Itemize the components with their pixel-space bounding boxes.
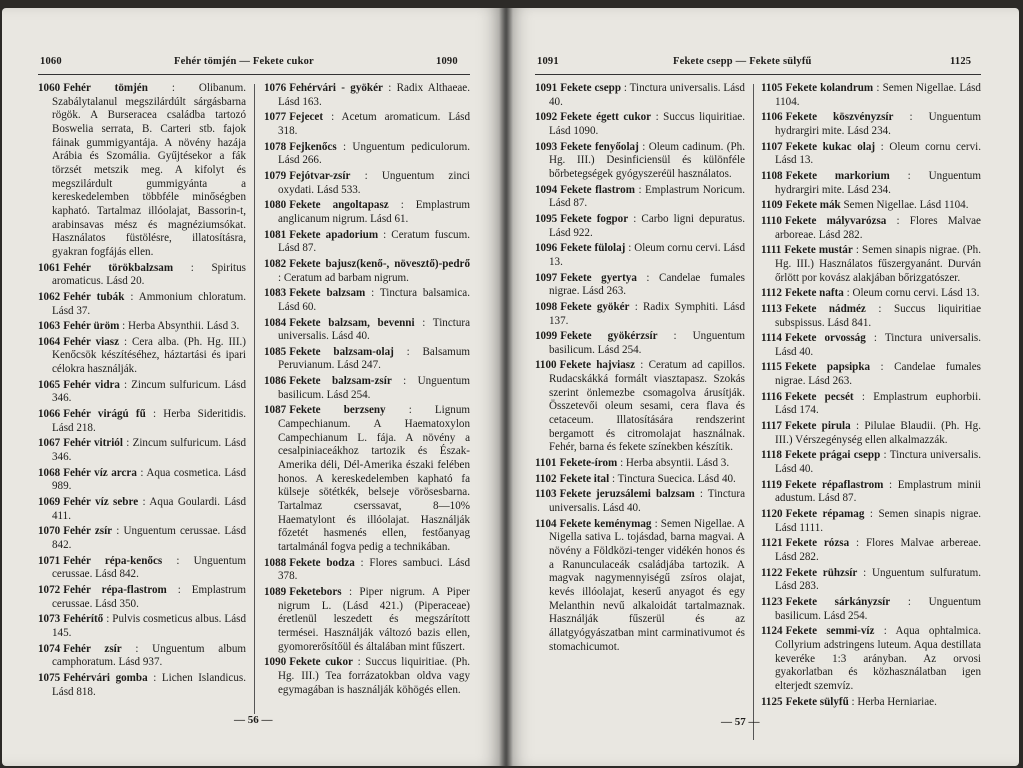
dictionary-entry: [761, 287, 981, 301]
entry-headword: Fekete bodza: [289, 556, 355, 569]
dictionary-entry: [264, 287, 470, 314]
left-header-last: 1090: [436, 56, 458, 67]
dictionary-entry: [38, 496, 246, 523]
right-column-1: [535, 82, 745, 656]
entry-definition: : Unguentum hydrargiri mite. Lásd 234.: [775, 111, 981, 137]
entry-definition: : Flores Malvae arboreae. Lásd 282.: [775, 214, 981, 241]
entry-definition: : Unguentum basilicum. Lásd 254.: [775, 595, 981, 622]
dictionary-entry: [535, 82, 745, 109]
entry-number: 1113: [761, 302, 782, 315]
right-page: [505, 8, 1019, 766]
entry-number: 1078: [264, 140, 287, 153]
entry-headword: Fejótvar-zsír: [289, 169, 351, 182]
entry-definition: : Ceratum fuscum. Lásd 87.: [278, 228, 471, 255]
dictionary-entry: [38, 467, 246, 494]
right-column-2: [761, 82, 981, 711]
entry-definition: : Radix Symphiti. Lásd 137.: [549, 300, 745, 327]
entry-definition: : Unguentum basilicum. Lásd 254.: [278, 375, 470, 401]
dictionary-entry: [38, 82, 246, 260]
entry-headword: Fekete jeruzsálemi balzsam: [559, 488, 695, 501]
dictionary-entry: [38, 437, 246, 464]
entry-headword: Fekete-írom: [559, 457, 618, 470]
left-header-title: Fehér tömjén — Fekete cukor: [174, 56, 314, 67]
entry-number: 1092: [535, 111, 558, 124]
entry-number: 1124: [761, 625, 783, 638]
entry-headword: Fekete mályvarózsa: [784, 214, 887, 227]
entry-number: 1108: [761, 169, 783, 182]
entry-definition: : Emplastrum cerussae. Lásd 350.: [52, 583, 246, 610]
dictionary-entry: [38, 525, 246, 552]
entry-headword: Fehér tubák: [63, 290, 125, 303]
entry-headword: Fekete keménymag: [559, 517, 652, 530]
entry-headword: Fekete ital: [559, 472, 610, 485]
entry-headword: Fekete balzsam: [289, 287, 366, 300]
dictionary-entry: [264, 141, 470, 168]
dictionary-entry: [761, 332, 981, 359]
dictionary-entry: [761, 420, 981, 447]
entry-headword: Fekete balzsam, bevenni: [289, 316, 415, 329]
entry-definition: : Tinctura universalis. Lásd 40.: [775, 449, 982, 476]
entry-number: 1093: [535, 140, 558, 153]
entry-definition: : Zincum sulfuricum. Lásd 346.: [52, 437, 247, 464]
entry-definition: : Tinctura balsamica. Lásd 60.: [278, 287, 470, 313]
dictionary-entry: [761, 141, 981, 168]
dictionary-entry: [761, 361, 981, 388]
entry-definition: : Candelae fumales nigrae. Lásd 263.: [549, 271, 745, 298]
entry-headword: Fehér virágú fű: [63, 408, 146, 421]
entry-number: 1073: [38, 613, 61, 626]
entry-number: 1086: [264, 375, 287, 388]
entry-number: 1091: [535, 82, 558, 94]
dictionary-entry: [535, 473, 745, 487]
entry-number: 1068: [38, 466, 61, 479]
entry-definition: : Aqua Goulardi. Lásd 411.: [52, 496, 246, 522]
entry-definition: : Unguentum basilicum. Lásd 254.: [549, 330, 745, 356]
dictionary-entry: [264, 170, 470, 197]
entry-headword: Fekete gyertya: [560, 271, 637, 284]
dictionary-entry: [38, 555, 246, 582]
entry-definition: : Radix Althaeae. Lásd 163.: [278, 82, 470, 108]
dictionary-entry: [264, 375, 470, 402]
entry-number: 1094: [535, 183, 558, 196]
dictionary-entry: [264, 557, 470, 584]
entry-definition: : Tinctura universalis. Lásd 40.: [549, 488, 745, 515]
entry-headword: Fekete fogpor: [560, 212, 629, 225]
entry-number: 1112: [761, 287, 782, 300]
dictionary-entry: [264, 656, 470, 697]
entry-definition: : Flores Malvae arbereae. Lásd 282.: [775, 537, 982, 563]
entry-headword: Fekete sárkányzsír: [785, 595, 891, 608]
dictionary-entry: [264, 229, 470, 256]
right-header-title: Fekete csepp — Fekete sülyfű: [673, 56, 812, 67]
entry-definition: : Olibanum. Szabálytalanul megszilárdúlt sárgásbarna rögök. A Burseracea családba tartozó Boswelia serrata, B. Carteri stb. fajok fáinak gummigyantája. A növény hazája Arábia és Szomália. Gyűjtésekor a fák törzsét metszik meg. A kifolyt és megszilárdult gummigyánta a kereskedelemben többféle minőségben kapható. Tartalmaz illóolajat, Bassorin-t, arabinsavas mész és magnéziumsókat. Használatos füstölésre, illatosításra, gyakran fogfájás ellen.: [52, 82, 246, 258]
entry-number: 1116: [761, 390, 782, 403]
entry-definition: : Tinctura universalis. Lásd 40.: [278, 316, 470, 343]
entry-number: 1104: [535, 517, 557, 530]
entry-number: 1066: [38, 408, 61, 421]
entry-definition: : Succus liquiritiae subspissus. Lásd 841.: [775, 302, 981, 329]
entry-headword: Fekete rühzsír: [785, 566, 858, 579]
entry-number: 1087: [264, 404, 287, 417]
entry-number: 1102: [535, 472, 557, 485]
entry-definition: : Herba Absynthii. Lásd 3.: [122, 320, 240, 333]
entry-headword: Fekete pirula: [784, 420, 851, 433]
dictionary-entry: [535, 272, 745, 299]
entry-definition: : Cera alba. (Ph. Hg. III.) Kenőcsök készítéséhez, háztartási és ipari célokra használják.: [52, 335, 246, 376]
entry-headword: Fehér üröm: [63, 320, 120, 333]
dictionary-entry: [535, 242, 745, 269]
entry-number: 1070: [38, 525, 61, 538]
entry-definition: : Unguentum hydrargiri mite. Lásd 234.: [775, 169, 981, 196]
entry-number: 1095: [535, 212, 558, 225]
dictionary-entry: [761, 244, 981, 285]
entry-definition: : Succus liquiritiae. Lásd 1090.: [549, 111, 746, 137]
entry-number: 1105: [761, 82, 783, 94]
entry-definition: : Unguentum sulfuratum. Lásd 283.: [775, 566, 981, 593]
dictionary-entry: [761, 170, 981, 197]
entry-number: 1061: [38, 261, 61, 274]
entry-definition: : Unguentum pediculorum. Lásd 266.: [278, 140, 470, 167]
entry-headword: Fehér zsír: [63, 525, 113, 538]
entry-headword: Fekete balzsam-olaj: [289, 345, 394, 358]
entry-headword: Fekete mustár: [784, 244, 853, 257]
entry-definition: : Acetum aromaticum. Lásd 318.: [278, 111, 470, 137]
entry-definition: : Balsamum Peruvianum. Lásd 247.: [278, 345, 470, 372]
dictionary-entry: [38, 336, 246, 377]
entry-number: 1069: [38, 496, 61, 509]
entry-number: 1089: [264, 585, 287, 598]
book-gutter: [499, 8, 513, 766]
entry-definition: : Unguentum zinci oxydati. Lásd 533.: [278, 169, 470, 196]
entry-headword: Fekete semmi-víz: [785, 625, 875, 638]
entry-number: 1083: [264, 287, 287, 300]
right-header-first: 1091: [537, 56, 559, 67]
entry-headword: Fekete nafta: [784, 287, 844, 300]
entry-headword: Fehér tömjén: [63, 82, 148, 94]
entry-headword: Fekete csepp: [560, 82, 621, 94]
entry-headword: Fekete papsipka: [784, 361, 871, 374]
entry-definition: : Pilulae Blaudii. (Ph. Hg. III.) Vérszegénység ellen alkalmazzák.: [775, 420, 981, 446]
entry-number: 1077: [264, 111, 287, 124]
entry-definition: Semen Nigellae. Lásd 1104.: [843, 199, 969, 212]
entry-number: 1119: [761, 478, 782, 491]
right-column-divider: [753, 84, 754, 740]
entry-headword: Fekete hajviasz: [559, 359, 636, 372]
right-header-rule: [535, 74, 981, 75]
entry-number: 1064: [38, 335, 61, 348]
entry-headword: Fehér víz arcra: [63, 466, 137, 479]
dictionary-entry: [761, 537, 981, 564]
entry-headword: Fehér víz sebre: [63, 496, 139, 509]
entry-definition: : Unguentum cerussae. Lásd 842.: [52, 525, 246, 551]
entry-definition: : Candelae fumales nigrae. Lásd 263.: [775, 361, 981, 388]
entry-definition: : Ceratum ad barbam nigrum.: [278, 271, 409, 284]
entry-headword: Fehérítő: [63, 613, 104, 626]
entry-definition: : Herba Sideritidis. Lásd 218.: [52, 408, 246, 434]
entry-headword: Fehérvári gomba: [63, 671, 148, 684]
entry-headword: Fekete fenyőolaj: [560, 140, 639, 153]
entry-definition: : Zincum sulfuricum. Lásd 346.: [52, 378, 247, 405]
dictionary-entry: [38, 643, 246, 670]
entry-definition: : Ammonium chloratum. Lásd 37.: [52, 290, 246, 317]
entry-number: 1085: [264, 345, 287, 358]
entry-definition: : Oleum cornu cervi. Lásd 13.: [775, 140, 981, 167]
entry-number: 1081: [264, 228, 287, 241]
entry-headword: Fehér répa-kenőcs: [63, 554, 163, 567]
entry-definition: : Herba Herniariae.: [851, 695, 937, 708]
entry-definition: : Semen sinapis nigrae. Lásd 1111.: [775, 508, 982, 534]
entry-number: 1107: [761, 140, 783, 153]
dictionary-entry: [761, 596, 981, 623]
dictionary-entry: [761, 199, 981, 213]
entry-number: 1106: [761, 111, 783, 124]
entry-number: 1074: [38, 642, 61, 655]
dictionary-entry: [761, 508, 981, 535]
dictionary-entry: [761, 696, 981, 710]
entry-definition: : Unguentum cerussae. Lásd 842.: [52, 554, 246, 581]
dictionary-entry: [38, 379, 246, 406]
dictionary-entry: [38, 320, 246, 334]
entry-headword: Fekete köszvényzsír: [785, 111, 894, 124]
entry-headword: Fekete égett cukor: [560, 111, 652, 124]
dictionary-entry: [535, 213, 745, 240]
dictionary-entry: [264, 199, 470, 226]
entry-number: 1080: [264, 199, 287, 212]
entry-headword: Fekete sülyfű: [785, 695, 849, 708]
entry-number: 1096: [535, 242, 558, 255]
dictionary-entry: [38, 584, 246, 611]
entry-headword: Fehér zsír: [63, 642, 122, 655]
entry-number: 1075: [38, 671, 61, 684]
dictionary-entry: [264, 258, 470, 285]
entry-number: 1121: [761, 537, 783, 550]
dictionary-entry: [264, 82, 470, 109]
entry-headword: Fekete orvosság: [784, 332, 866, 345]
entry-definition: : Emplastrum minii adustum. Lásd 87.: [775, 478, 981, 505]
entry-definition: : Tinctura Suecica. Lásd 40.: [611, 472, 736, 485]
dictionary-entry: [761, 391, 981, 418]
entry-headword: Fekete répamag: [785, 508, 865, 521]
entry-headword: Fekete bajusz(kenő-, növesztő)-pedrő: [289, 257, 470, 270]
entry-headword: Fehér vitriól: [63, 437, 123, 450]
entry-headword: Fehér viasz: [63, 335, 120, 348]
entry-number: 1082: [264, 257, 287, 270]
entry-definition: : Oleum cadinum. (Ph. Hg. III.) Desinficiensül és különféle bőrbetegségek gyógyszeréül használatos.: [549, 140, 745, 180]
right-folio: — 57 —: [721, 716, 760, 728]
entry-headword: Fekete angoltapasz: [289, 199, 389, 212]
entry-definition: : Semen Nigellae. Lásd 1104.: [775, 82, 981, 108]
entry-definition: : Semen sinapis nigrae. (Ph. Hg. III.) Használatos fűszergyanánt. Durván őrlött por kovász alakjában bőrizgatószer.: [775, 244, 981, 284]
entry-definition: : Succus liquiritiae. (Ph. Hg. III.) Tea forrázatokban oldva vagy egymagában is használják köhögés ellen.: [278, 656, 471, 696]
entry-headword: Fekete pecsét: [784, 390, 854, 403]
entry-number: 1072: [38, 583, 61, 596]
dictionary-entry: [761, 567, 981, 594]
entry-number: 1115: [761, 361, 782, 374]
dictionary-entry: [38, 672, 246, 699]
dictionary-entry: [264, 317, 470, 344]
entry-number: 1097: [535, 271, 558, 284]
dictionary-entry: [38, 262, 246, 289]
dictionary-entry: [761, 449, 981, 476]
entry-definition: : Emplastrum anglicanum nigrum. Lásd 61.: [278, 199, 470, 225]
entry-definition: : Piper nigrum. A Piper nigrum L. (Lásd 421.) (Piperaceae) éretlenül leszedett és megszárított termései. Használják változó bazis ellen, gyomorerősítőül és általában mint fűszert.: [278, 585, 470, 653]
entry-number: 1088: [264, 556, 287, 569]
entry-headword: Fekete berzseny: [289, 404, 386, 417]
entry-headword: Fekete mák: [785, 199, 841, 212]
entry-definition: : Oleum cornu cervi. Lásd 13.: [549, 242, 745, 268]
entry-definition: : Tinctura universalis. Lásd 40.: [775, 332, 981, 358]
entry-definition: : Emplastrum Noricum. Lásd 87.: [549, 183, 745, 210]
entry-headword: Fekete nádméz: [784, 302, 866, 315]
entry-number: 1123: [761, 595, 783, 608]
dictionary-entry: [535, 141, 745, 182]
entry-number: 1100: [535, 359, 557, 372]
entry-number: 1120: [761, 508, 783, 521]
entry-number: 1079: [264, 169, 287, 182]
entry-headword: Fejkenőcs: [289, 140, 337, 153]
entry-number: 1110: [761, 214, 782, 227]
entry-headword: Fekete prágai csepp: [784, 449, 881, 462]
entry-headword: Fehér törökbalzsam: [63, 261, 174, 274]
dictionary-entry: [264, 586, 470, 654]
entry-headword: Fekete balzsam-zsír: [289, 375, 392, 388]
entry-headword: Fekete fülolaj: [560, 242, 626, 255]
entry-number: 1060: [38, 82, 61, 94]
entry-definition: : Lichen Islandicus. Lásd 818.: [52, 671, 246, 698]
dictionary-entry: [264, 346, 470, 373]
right-header-last: 1125: [950, 56, 972, 67]
dictionary-entry: [761, 303, 981, 330]
entry-headword: Fekete cukor: [289, 656, 353, 669]
dictionary-entry: [535, 330, 745, 357]
entry-definition: : Flores sambuci. Lásd 378.: [278, 556, 470, 583]
entry-number: 1114: [761, 332, 782, 345]
left-column-1: [38, 82, 246, 701]
dictionary-entry: [761, 111, 981, 138]
entry-definition: : Aqua cosmetica. Lásd 989.: [52, 466, 246, 493]
dictionary-entry: [38, 408, 246, 435]
entry-headword: Fekete répaflastrom: [784, 478, 884, 491]
dictionary-entry: [535, 184, 745, 211]
dictionary-entry: [535, 111, 745, 138]
entry-headword: Fehér vidra: [63, 378, 120, 391]
entry-number: 1103: [535, 488, 557, 501]
entry-number: 1063: [38, 320, 61, 333]
entry-headword: Fekete gyökérzsír: [560, 330, 658, 343]
entry-number: 1122: [761, 566, 783, 579]
entry-definition: : Pulvis cosmeticus albus. Lásd 145.: [52, 613, 246, 639]
entry-number: 1125: [761, 695, 783, 708]
dictionary-entry: [264, 404, 470, 554]
entry-headword: Fekete flastrom: [560, 183, 635, 196]
dictionary-entry: [264, 111, 470, 138]
entry-number: 1111: [761, 244, 782, 257]
dictionary-entry: [535, 359, 745, 455]
entry-number: 1117: [761, 420, 782, 433]
dictionary-entry: [761, 625, 981, 693]
entry-definition: : Emplastrum euphorbii. Lásd 174.: [775, 390, 981, 417]
entry-headword: Fekete apadorium: [289, 228, 379, 241]
dictionary-entry: [761, 82, 981, 109]
dictionary-entry: [535, 301, 745, 328]
left-header-rule: [38, 74, 470, 75]
entry-number: 1062: [38, 290, 61, 303]
entry-definition: : Spiritus aromaticus. Lásd 20.: [52, 261, 246, 288]
entry-number: 1098: [535, 300, 558, 313]
entry-definition: : Semen Nigellae. A Nigella sativa L. tojásdad, barna magvai. A növény a Földközi-tenger vidékén honos és a Ranunculaceák családjába tartozik. A magvak nagymennyiségű zsíros olajat, kevés illóolajat, keserű anyagot és egy Melanthin nevű alkaloidát tartalmaznak. Használják fűszerül és az állatgyógyászatban mint carminativumot és stomachicumot.: [549, 517, 745, 653]
entry-headword: Fekete kolandrum: [785, 82, 874, 94]
entry-definition: : Aqua ophtalmica. Collyrium adstringens luteum. Aqua destillata keveréke 1:3 arányban. Az orvosi gyakorlatban és közhasználatban igen elterjedt szemvíz.: [775, 625, 981, 692]
entry-definition: : Tinctura universalis. Lásd 40.: [549, 82, 745, 108]
entry-number: 1084: [264, 316, 287, 329]
entry-number: 1071: [38, 554, 61, 567]
dictionary-entry: [38, 291, 246, 318]
dictionary-entry: [535, 457, 745, 471]
entry-number: 1109: [761, 199, 783, 212]
entry-number: 1118: [761, 449, 782, 462]
dictionary-entry: [761, 479, 981, 506]
entry-headword: Fekete rózsa: [785, 537, 850, 550]
dictionary-entry: [38, 613, 246, 640]
entry-number: 1067: [38, 437, 61, 450]
left-folio: — 56 —: [234, 714, 273, 726]
dictionary-entry: [761, 215, 981, 242]
entry-headword: Fehérvári - gyökér: [289, 82, 383, 94]
entry-definition: : Unguentum album camphoratum. Lásd 937.: [52, 642, 246, 669]
entry-definition: : Herba absyntii. Lásd 3.: [620, 457, 730, 470]
entry-definition: : Lignum Campechianum. A Haematoxylon Campechianum L. fája. A növény a cesalpiniaceákhoz tartozik és Észak-Amerika déli, Dél-Amerika északi felében honos. A kereskedelemben kapható fa külseje sötétkék, belseje vörösesbarna. Tartalmaz cserssavat, 8—10% Haematylont és illóolajat. Használják főzetét hasmenés ellen, festőanyag tartalmánál fogva pedig a technikában.: [278, 404, 470, 553]
dictionary-entry: [535, 518, 745, 655]
entry-headword: Fejecet: [289, 111, 324, 124]
entry-number: 1076: [264, 82, 287, 94]
entry-number: 1090: [264, 656, 287, 669]
dictionary-entry: [535, 488, 745, 515]
entry-definition: : Carbo ligni depuratus. Lásd 922.: [549, 212, 745, 239]
left-page: [2, 8, 505, 766]
entry-definition: : Oleum cornu cervi. Lásd 13.: [846, 287, 980, 300]
left-column-divider: [254, 84, 255, 714]
entry-headword: Fekete kukac olaj: [785, 140, 876, 153]
entry-headword: Fehér répa-flastrom: [63, 583, 167, 596]
entry-number: 1099: [535, 330, 558, 343]
entry-headword: Fekete gyökér: [560, 300, 630, 313]
entry-headword: Feketebors: [289, 585, 342, 598]
left-header-first: 1060: [40, 56, 62, 67]
left-column-2: [264, 82, 470, 699]
entry-number: 1065: [38, 378, 61, 391]
entry-headword: Fekete markorium: [785, 169, 890, 182]
entry-definition: : Ceratum ad capillos. Rudacskákká formált viasztapasz. Szokás szerint önlemezbe csomagolva árusítják. Összetevői oleum sesami, cera flava és cetaceum. Illatosítására rendszerint bergamott és citromolajat használnak. Fehér, barna és fekete színekben készítik.: [549, 359, 745, 454]
entry-number: 1101: [535, 457, 557, 470]
